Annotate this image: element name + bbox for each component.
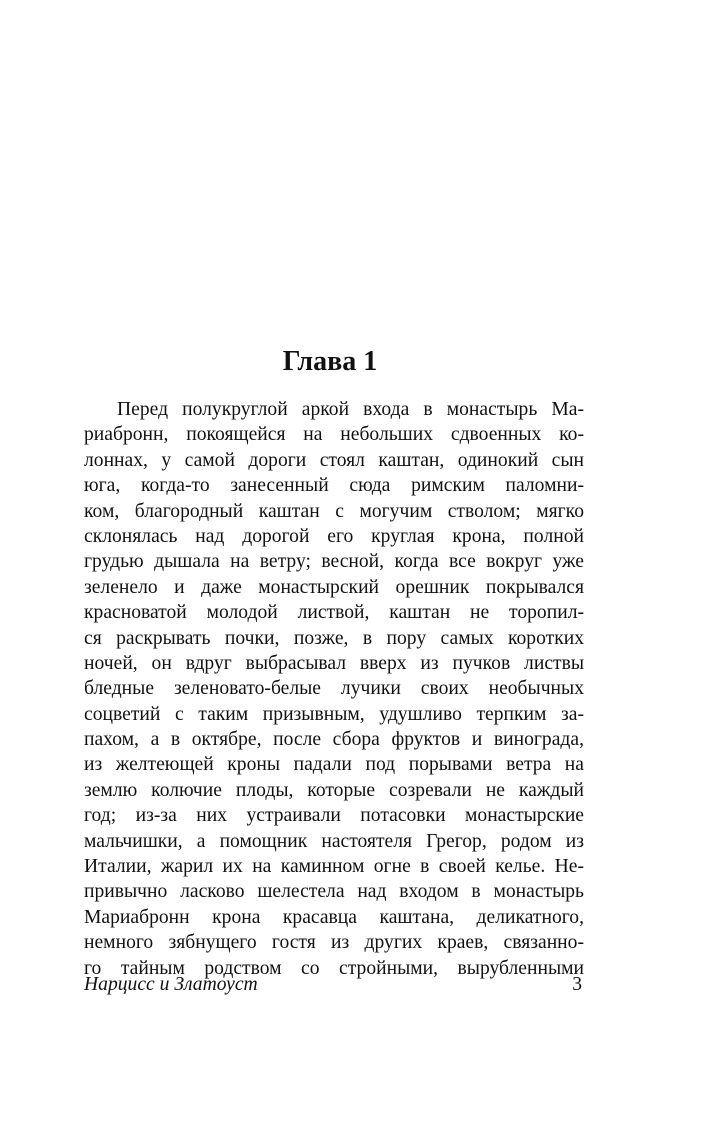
text-line: немного зябнущего гостя из других краев, связанно- — [84, 932, 584, 954]
text-line: красноватой молодой листвой, каштан не торопил- — [84, 602, 584, 624]
text-line: Мариабронн крона красавца каштана, деликатного, — [84, 906, 584, 928]
text-line: ком, благородный каштан с могучим стволом; мягко — [84, 500, 584, 522]
text-line: склонялась над дорогой его круглая крона, полной — [84, 525, 584, 547]
text-line: лоннах, у самой дороги стоял каштан, одинокий сын — [84, 449, 584, 471]
text-line: привычно ласково шелестела над входом в монастырь — [84, 881, 584, 903]
chapter-title: Глава 1 — [282, 346, 378, 377]
text-line: землю колючие плоды, которые созревали не каждый — [84, 779, 584, 801]
text-line: пахом, а в октябре, после сбора фруктов и винограда, — [84, 729, 584, 751]
text-line: мальчишки, а помощник настоятеля Грегор, родом из — [84, 830, 584, 852]
text-line: зеленело и даже монастырский орешник покрывался — [84, 576, 584, 598]
text-line: соцветий с таким призывным, удушливо терпким за- — [84, 703, 584, 725]
text-line: ся раскрывать почки, позже, в пору самых коротких — [84, 627, 584, 649]
text-line: год; из-за них устраивали потасовки монастырские — [84, 805, 584, 827]
text-line: из желтеющей кроны падали под порывами ветра на — [84, 754, 584, 776]
page-footer — [84, 972, 584, 998]
text-line: бледные зеленовато-белые лучики своих необычных — [84, 678, 584, 700]
text-line: грудью дышала на ветру; весной, когда все вокруг уже — [84, 551, 584, 573]
text-line: риабронн, покоящейся на небольших сдвоенных ко- — [84, 424, 584, 446]
text-line: ночей, он вдруг выбрасывал вверх из пучков листвы — [84, 652, 584, 674]
text-line: Италии, жарил их на каминном огне в своей келье. Не- — [84, 856, 584, 878]
text-line: го тайным родством со стройными, вырубленными — [84, 957, 584, 979]
page-number: 3 — [572, 974, 582, 995]
text-line: юга, когда-то занесенный сюда римским паломни- — [84, 475, 584, 497]
text-line: Перед полукруглой аркой входа в монастырь Ма- — [117, 399, 584, 420]
running-footer-book-title: Нарцисс и Златоуст — [84, 974, 258, 995]
body-text — [84, 397, 584, 981]
